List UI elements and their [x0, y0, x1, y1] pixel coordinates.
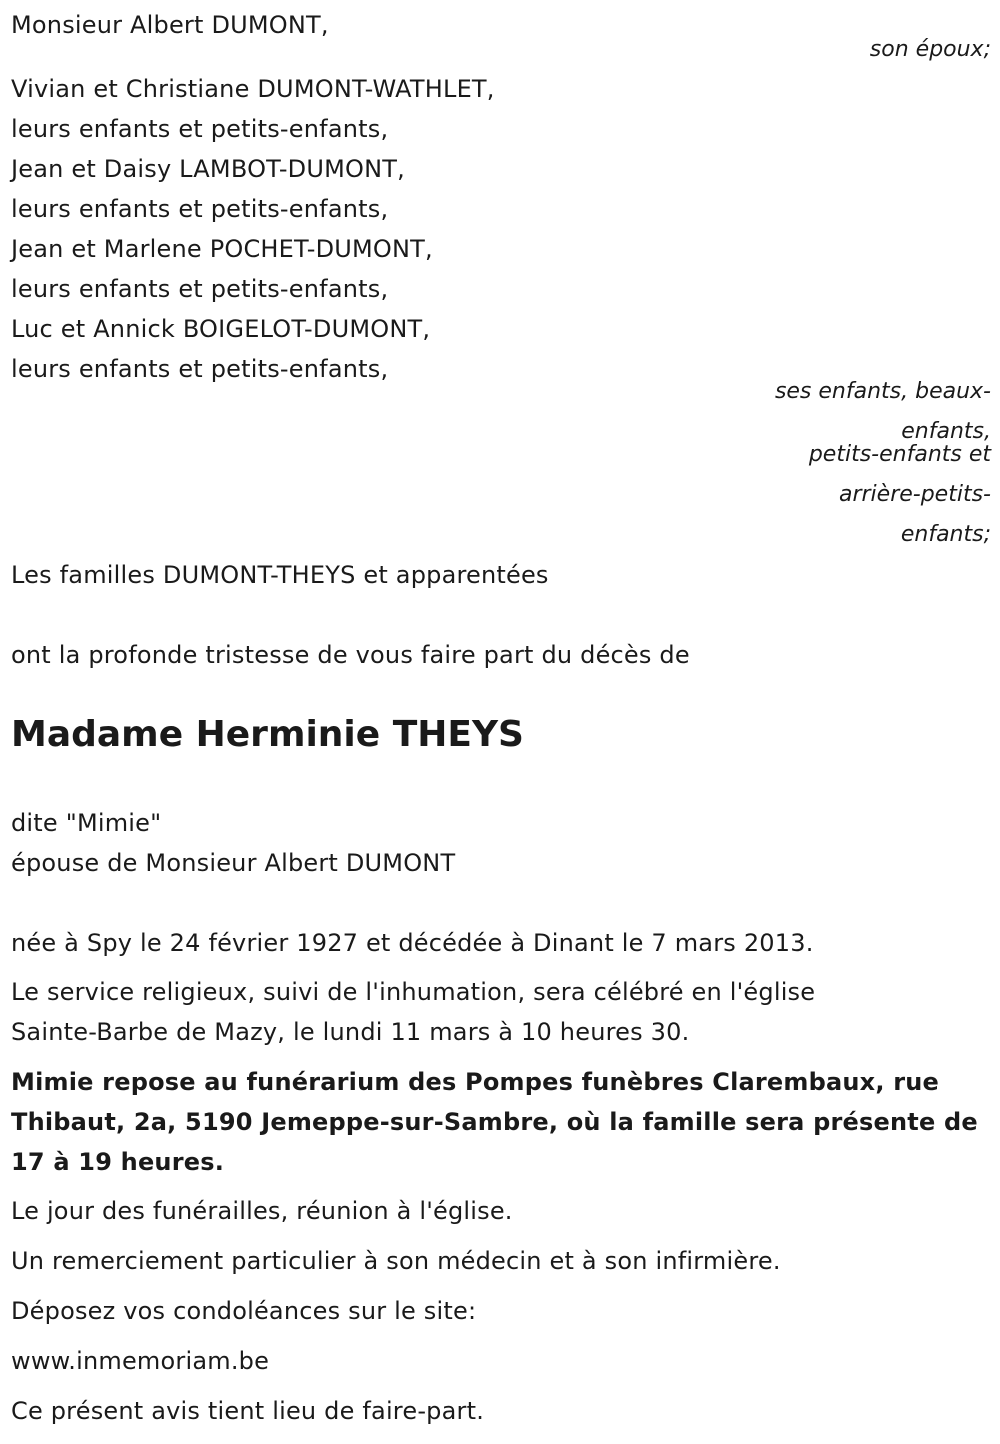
spouse-of: épouse de Monsieur Albert DUMONT [11, 849, 456, 877]
thanks-line: Un remerciement particulier à son médecin et à son infirmière. [11, 1247, 781, 1275]
children-role-line: enfants; [900, 522, 991, 547]
child-line: Vivian et Christiane DUMONT-WATHLET, [11, 75, 495, 103]
website-link[interactable]: www.inmemoriam.be [11, 1347, 270, 1375]
child-line: Luc et Annick BOIGELOT-DUMONT, [11, 315, 431, 343]
notice-line: Ce présent avis tient lieu de faire-part. [11, 1397, 485, 1425]
spouse-name: Monsieur Albert DUMONT, [11, 11, 329, 39]
funerarium-line: Thibaut, 2a, 5190 Jemeppe-sur-Sambre, où la famille sera présente de [11, 1108, 978, 1136]
meeting-line: Le jour des funérailles, réunion à l'église. [11, 1197, 513, 1225]
child-line: Jean et Marlene POCHET-DUMONT, [11, 235, 433, 263]
intro-line: ont la profonde tristesse de vous faire part du décès de [11, 641, 690, 669]
funerarium-line: Mimie repose au funérarium des Pompes funèbres Clarembaux, rue [11, 1068, 940, 1096]
children-role-line: arrière-petits- [838, 482, 991, 507]
condolences-line: Déposez vos condoléances sur le site: [11, 1297, 477, 1325]
children-role-line: petits-enfants et [808, 442, 991, 467]
child-line: Jean et Daisy LAMBOT-DUMONT, [11, 155, 405, 183]
child-line: leurs enfants et petits-enfants, [11, 195, 389, 223]
dates-line: née à Spy le 24 février 1927 et décédée à Dinant le 7 mars 2013. [11, 929, 814, 957]
funerarium-line: 17 à 19 heures. [11, 1148, 225, 1176]
children-role-line: ses enfants, beaux- [774, 379, 991, 404]
deceased-name: Madame Herminie THEYS [11, 714, 524, 755]
child-line: leurs enfants et petits-enfants, [11, 355, 389, 383]
child-line: leurs enfants et petits-enfants, [11, 115, 389, 143]
nickname: dite "Mimie" [11, 809, 162, 837]
children-role-line: enfants, [901, 419, 991, 444]
child-line: leurs enfants et petits-enfants, [11, 275, 389, 303]
service-line: Sainte-Barbe de Mazy, le lundi 11 mars à 10 heures 30. [11, 1018, 690, 1046]
service-line: Le service religieux, suivi de l'inhumation, sera célébré en l'église [11, 978, 816, 1006]
spouse-role: son époux; [869, 37, 991, 62]
families-line: Les familles DUMONT-THEYS et apparentées [11, 561, 549, 589]
